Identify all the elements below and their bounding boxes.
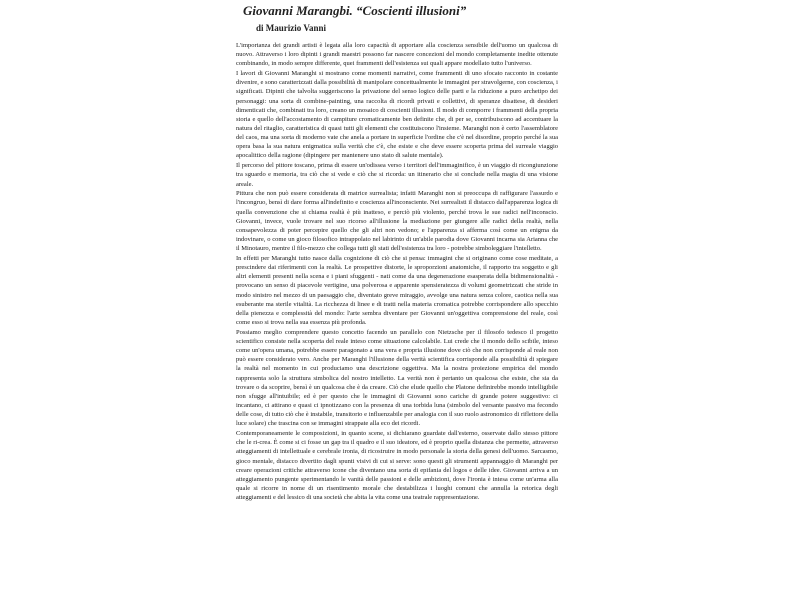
article-body — [236, 41, 558, 503]
paragraph: Il percorso del pittore toscano, prima di essere un'odissea verso i territori dell'immaginifico, è un viaggio di ricongiunzione tra sguardo e memoria, tra ciò che si vede e ciò che si ricorda: un itinerario che si conclude nella magia di una visione areale. — [236, 162, 558, 188]
paragraph: L'importanza dei grandi artisti è legata alla loro capacità di apportare alla coscienza sensibile dell'uomo un qualcosa di nuovo. Attraverso i loro dipinti i grandi maestri possono far nascere concezioni del mondo completamente inedite ottenute combinando, in modo sempre differente, quei frammenti dell'esistenza sui quali appare modellato tutto l'universo. — [236, 42, 558, 68]
paragraph: Contemporaneamente le composizioni, in quanto scene, si dichiarano guardate dall'esterno, osservate dallo stesso pittore che le ri-crea. È come si ci fosse un gap tra il quadro e il suo ideatore, ed è proprio quella distanza che permette, attraverso atteggiamenti di intellettuale e cerebrale ironia, di ricostruire in modo personale la storia della genesi dell'uomo. Sarcasmo, gioco mentale, distacco divertito dagli spunti visivi di cui si serve: sono questi gli strumenti appannaggio di Maranghi per creare operazioni critiche attraverso icone che diventano una sorta di epifania del logos e delle idee. Giovanni arriva a un atteggiamento pungente sperimentando le vanità delle passioni e delle ambizioni, dove l'ironia è intesa come un'arma alla quale si ricorre in nome di un risentimento morale che destabilizza i luoghi comuni che annulla la retorica degli atteggiamenti e del lessico di una società che abita la vita come una teatrale rappresentazione. — [236, 430, 558, 502]
paragraph: I lavori di Giovanni Maranghi si mostrano come momenti narrativi, come frammenti di uno sfocato racconto in costante divenire, e sono caratterizzati dalla possibilità di manipolare concettualmente le immagini per stravolgerne, con coscienza, i significati. Dipinti che talvolta suggeriscono la privazione del senso logico delle parti e la riduzione a puro archetipo dei personaggi: una sorta di combine-painting, una raccolta di ricordi privati e collettivi, di speranze disattese, di desideri dimenticati che, combinati tra loro, creano un mosaico di coscienti illusioni. Il modo di comporre i frammenti della propria storia e quello dell'accostamento di campiture cromaticamente ben definite che, di per se, contribuiscono ad accentuare la natura del ritaglio, caratteristica di quasi tutti gli elementi che costituiscono l'insieme. Maranghi non è certo l'assemblatore del caos, ma una sorta di moderno vate che anela a portare in superficie l'ordine che c'è nel disordine, proprio perché la sua opera basa la sua natura enigmatica sulla verità che c'è, che esiste e che deve essere scoperta prima del surreale viaggio apocalittico della ragione (dipingere per mantenere uno stato di salute mentale). — [236, 70, 558, 160]
article-author: di Maurizio Vanni — [256, 23, 327, 33]
paragraph: In effetti per Maranghi tutto nasce dalla cognizione di ciò che si pensa: immagini che si originano come cose meditate, a prescindere dai riferimenti con la realtà. Le prospettive distorte, le sproporzioni anatomiche, il rapporto tra soggetto e gli altri elementi presenti nella scena e i piani sfuggenti - nati come da una degenerazione esasperata della bidimensionalità - provocano un senso di piacevole vertigine, una polverosa e apparente spensieratezza di volumi geometrizzati che stride in modo sinistro nel mezzo di un paesaggio che, diventato greve miraggio, avvolge una natura senza colore, caotica nella sua esuberante ma sterile vitalità. La ricchezza di linee e di tratti nella materia cromatica potrebbe corrispondere allo specchio della pienezza e complessità del mondo: l'arte sembra diventare per Giovanni un'oggettiva comprensione del reale, così come esso si trova nella sua essenza più profonda. — [236, 254, 558, 327]
paragraph: Pittura che non può essere considerata di matrice surrealista; infatti Maranghi non si preoccupa di raffigurare l'assurdo e l'incongruo, bensì di dare forma all'indefinito e coscienza all'inconsciente. Nei surrealisti il distacco dall'apparenza logica di quella convenzione che si chiama realtà è più inatteso, e perciò più violento, perché trova le sue radici nell'inconscio. Giovanni, invece, vuole trovare nel suo ricorso all'illusione la mediazione per giungere alle radici della realtà, nella consapevolezza di poter percepire quello che gli altri non vedono; e l'apparenza si afferma così come un enigma da indovinare, o come un gioco filosofico intrappolato nel labirinto di un'abile parodia dove Giovanni incarna sia Arianna che il Minotauro, mentre il filo-mezzo che collega tutti gli stati dell'esistenza tra loro - potrebbe simboleggiare l'intelletto. — [236, 190, 558, 253]
paragraph: Possiamo meglio comprendere questo concetto facendo un parallelo con Nietzsche per il filosofo tedesco il progetto scientifico consiste nella scoperta del reale inteso come situazione calcolabile. Lui crede che il mondo dello scibile, inteso come un'opera umana, potrebbe essere paragonato a una vera e propria illusione dove ciò che non corrisponde al reale non può essere considerato vero. Anche per Maranghi l'illusione della verità scientifica corrisponde alla possibilità di spiegare la realtà nel momento in cui produciamo una descrizione oggettiva. Ma la nostra proiezione empirica del mondo rappresenta solo la struttura simbolica del nostro intelletto. La verità non è pertanto un qualcosa che esiste, che sia da trovare o da scoprire, bensì è un qualcosa che è da creare. Ciò che elude quello che Platone definirebbe mondo intelligibile non sfugge all'intuibile; ed è per questo che le immagini di Giovanni sono cariche di grande potere suggestivo: ci incantano, ci attirano e quasi ci ipnotizzano con la presenza di una torbida luna (simbolo del versante passivo ma fecondo delle cose, di tutto ciò che è instabile, transitorio e influenzabile per analogia con il suo ruolo astronomico di riflettore della luce solare) che trascina con se immagini strappate alla eco dei ricordi. — [236, 328, 558, 428]
article-title: Giovanni Marangbi. “Coscienti illusioni” — [243, 3, 467, 18]
